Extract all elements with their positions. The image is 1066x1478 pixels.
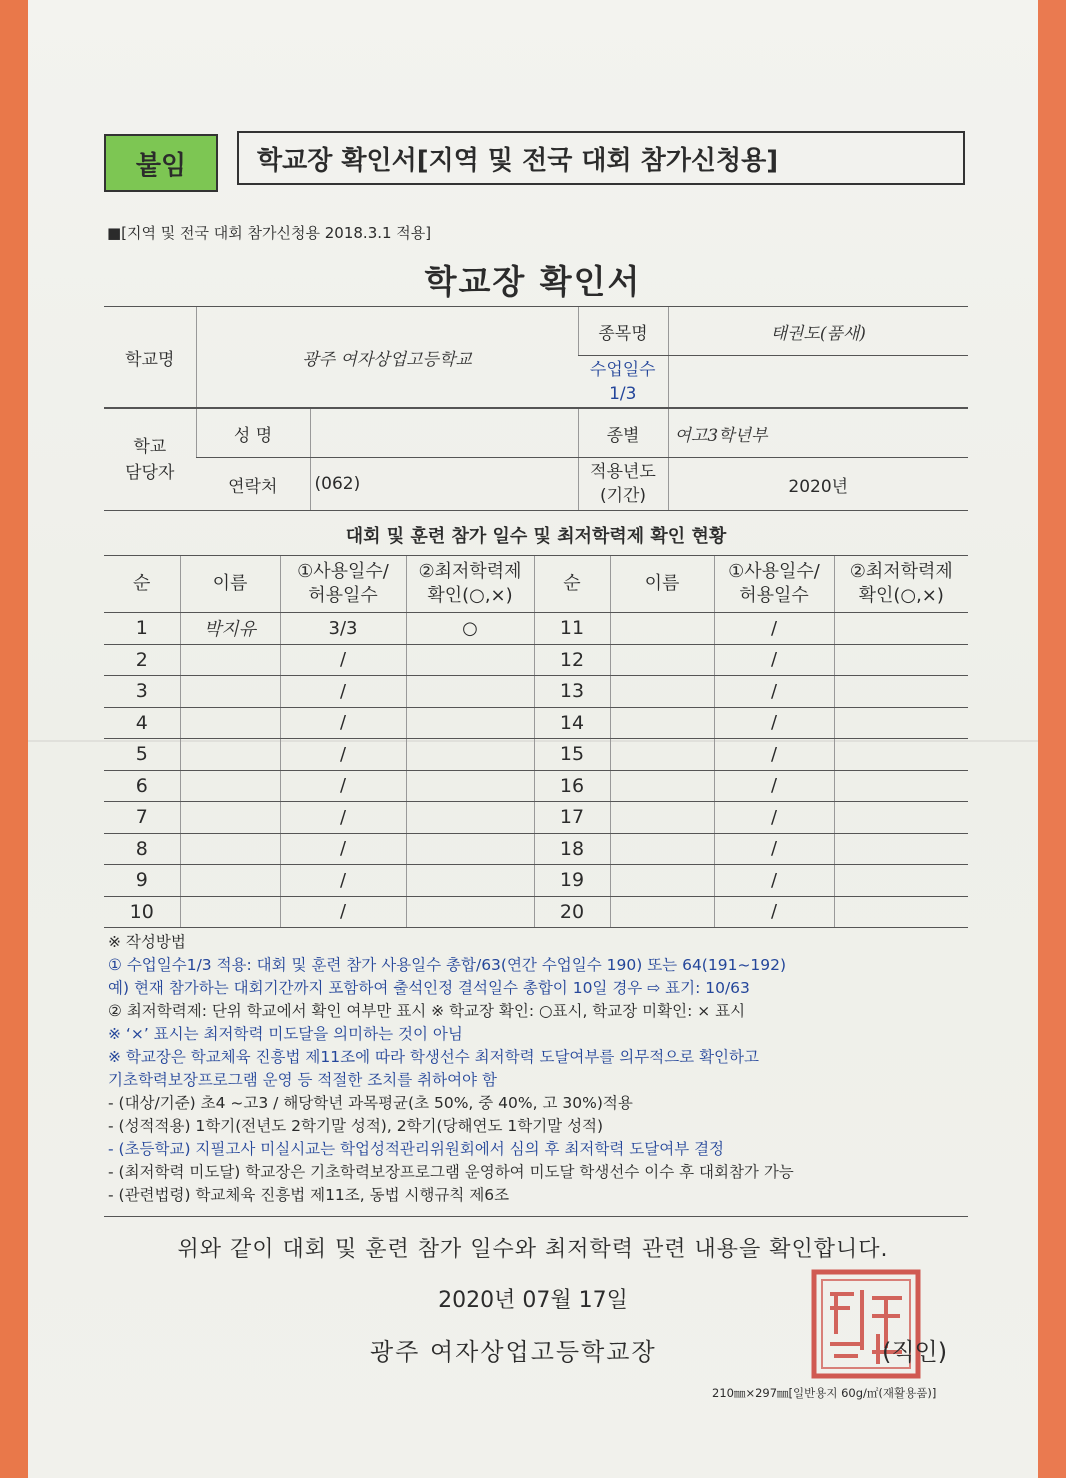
row-number: 7 [104, 802, 180, 834]
row-days: 3/3 [280, 613, 406, 645]
row-name [610, 770, 714, 802]
row-check [406, 707, 534, 739]
paper-spec: 210㎜×297㎜[일반용지 60g/㎡(재활용품)] [712, 1386, 937, 1400]
row-check [834, 865, 968, 897]
row-number: 14 [534, 707, 610, 739]
row-name [180, 896, 280, 928]
row-check [406, 865, 534, 897]
class-days-label [578, 356, 668, 408]
col-days-line2: 허용일수 [739, 585, 809, 606]
row-days: / [280, 896, 406, 928]
staff-info-table [104, 408, 968, 511]
col-days-line1: ①사용일수/ [297, 561, 389, 582]
row-check [834, 676, 968, 708]
row-number: 10 [104, 896, 180, 928]
row-name [180, 707, 280, 739]
writing-method-notes [108, 931, 978, 1207]
row-number: 11 [534, 613, 610, 645]
name-label: 성 명 [196, 409, 310, 458]
row-days: / [714, 739, 834, 771]
row-days: / [280, 644, 406, 676]
method-line: ※ ‘×’ 표시는 최저학력 미도달을 의미하는 것이 아님 [108, 1025, 463, 1043]
table-row [104, 613, 968, 645]
event-label: 종목명 [578, 307, 668, 356]
class-days-value [668, 356, 968, 408]
method-line: - (관련법령) 학교체육 진흥법 제11조, 동법 시행규칙 제6조 [108, 1186, 510, 1204]
col-no: 순 [104, 556, 180, 613]
row-check [406, 770, 534, 802]
category-label: 종별 [578, 409, 668, 458]
method-line: 예) 현재 참가하는 대회기간까지 포함하여 출석인정 결석일수 총합이 10일 경우 ⇨ 표기: 10/63 [108, 979, 750, 997]
method-line: ※ 학교장은 학교체육 진흥법 제11조에 따라 학생선수 최저학력 도달여부를 의무적으로 확인하고 [108, 1048, 759, 1066]
principal-title: 광주 여자상업고등학교장 [370, 1338, 657, 1366]
row-check [834, 644, 968, 676]
row-number: 19 [534, 865, 610, 897]
page-title: 학교장 확인서 [424, 262, 642, 301]
row-number: 13 [534, 676, 610, 708]
row-number: 1 [104, 613, 180, 645]
row-number: 6 [104, 770, 180, 802]
row-number: 5 [104, 739, 180, 771]
col-name: 이름 [610, 556, 714, 613]
row-number: 15 [534, 739, 610, 771]
row-name [180, 676, 280, 708]
row-number: 16 [534, 770, 610, 802]
row-name [180, 802, 280, 834]
row-number: 9 [104, 865, 180, 897]
row-check [834, 707, 968, 739]
row-check [834, 896, 968, 928]
method-line: - (대상/기준) 초4 ~고3 / 해당학년 과목평균(초 50%, 중 40%, 고 30%)적용 [108, 1094, 633, 1112]
year-label-line1: 적용년도 [590, 462, 656, 482]
row-number: 4 [104, 707, 180, 739]
table-row [104, 833, 968, 865]
contact-value: (062) [310, 458, 578, 511]
row-days: / [714, 676, 834, 708]
row-days: / [714, 833, 834, 865]
confirmation-statement: 위와 같이 대회 및 훈련 참가 일수와 최저학력 관련 내용을 확인합니다. [177, 1237, 889, 1262]
row-days: / [280, 770, 406, 802]
method-line: - (성적적용) 1학기(전년도 2학기말 성적), 2학기(당해연도 1학기말 성적) [108, 1117, 604, 1135]
method-line: - (초등학교) 지필고사 미실시교는 학업성적관리위원회에서 심의 후 최저학력 도달여부 결정 [108, 1140, 725, 1158]
school-name-label: 학교명 [104, 307, 196, 408]
year-value: 2020년 [668, 458, 968, 511]
col-min-line1: ②최저학력제 [418, 561, 522, 582]
col-days-line2: 허용일수 [308, 585, 378, 606]
attachment-tag: 붙임 [104, 134, 218, 192]
row-name [610, 676, 714, 708]
row-number: 8 [104, 833, 180, 865]
row-name [180, 644, 280, 676]
row-days: / [714, 896, 834, 928]
row-check [406, 739, 534, 771]
row-name [610, 802, 714, 834]
class-days-ratio: 1/3 [609, 383, 637, 404]
col-min [406, 556, 534, 613]
row-name: 박지유 [180, 613, 280, 645]
name-value [310, 409, 578, 458]
row-name [180, 833, 280, 865]
category-value: 여고3학년부 [668, 409, 968, 458]
col-min-line2: 확인(○,×) [427, 585, 513, 606]
row-check [406, 802, 534, 834]
row-check [834, 833, 968, 865]
col-min [834, 556, 968, 613]
row-name [610, 644, 714, 676]
row-days: / [714, 865, 834, 897]
staff-label [104, 409, 196, 511]
row-days: / [280, 833, 406, 865]
school-info-table [104, 306, 968, 408]
confirmation-date: 2020년 07월 17일 [438, 1288, 628, 1313]
row-days: / [280, 739, 406, 771]
staff-label-line1: 학교 [133, 436, 167, 457]
row-name [180, 770, 280, 802]
row-name [610, 739, 714, 771]
row-number: 20 [534, 896, 610, 928]
row-check [406, 676, 534, 708]
row-check [834, 613, 968, 645]
col-days-line1: ①사용일수/ [728, 561, 820, 582]
table-row [104, 676, 968, 708]
col-name: 이름 [180, 556, 280, 613]
col-no: 순 [534, 556, 610, 613]
row-name [180, 739, 280, 771]
row-days: / [714, 770, 834, 802]
method-line: 기초학력보장프로그램 운영 등 적절한 조치를 취하여야 함 [108, 1071, 497, 1089]
event-value: 태권도(품새) [668, 307, 968, 356]
row-name [610, 613, 714, 645]
row-check [834, 739, 968, 771]
row-number: 12 [534, 644, 610, 676]
row-check [406, 644, 534, 676]
applicable-note: ■[지역 및 전국 대회 참가신청용 2018.3.1 적용] [107, 224, 432, 242]
row-days: / [280, 865, 406, 897]
row-days: / [714, 707, 834, 739]
table-row [104, 896, 968, 928]
school-name-value: 광주 여자상업고등학교 [196, 307, 578, 408]
method-line: - (최저학력 미도달) 학교장은 기초학력보장프로그램 운영하여 미도달 학생선수 이수 후 대회참가 가능 [108, 1163, 794, 1181]
seal-label: (직인) [882, 1338, 948, 1366]
row-name [610, 833, 714, 865]
table-row [104, 770, 968, 802]
row-number: 3 [104, 676, 180, 708]
method-line: ② 최저학력제: 단위 학교에서 확인 여부만 표시 ※ 학교장 확인: ○표시, 학교장 미확인: × 표시 [108, 1002, 746, 1020]
row-name [610, 896, 714, 928]
row-name [610, 865, 714, 897]
method-heading: ※ 작성방법 [108, 933, 186, 951]
table-row [104, 707, 968, 739]
status-section-title: 대회 및 훈련 참가 일수 및 최저학력제 확인 현황 [345, 526, 727, 547]
participation-status-table [104, 555, 968, 928]
row-days: / [714, 613, 834, 645]
table-row [104, 739, 968, 771]
divider [104, 1216, 968, 1217]
row-days: / [280, 802, 406, 834]
row-name [180, 865, 280, 897]
status-header-row [104, 556, 968, 613]
row-check [406, 833, 534, 865]
col-days [714, 556, 834, 613]
method-line: ① 수업일수1/3 적용: 대회 및 훈련 참가 사용일수 총합/63(연간 수업일수 190) 또는 64(191~192) [108, 956, 787, 974]
row-days: / [280, 676, 406, 708]
year-label-line2: (기간) [599, 486, 647, 506]
row-check [834, 770, 968, 802]
col-days [280, 556, 406, 613]
row-check [834, 802, 968, 834]
row-days: / [280, 707, 406, 739]
row-check [406, 896, 534, 928]
row-number: 17 [534, 802, 610, 834]
table-row [104, 802, 968, 834]
row-days: / [714, 644, 834, 676]
col-min-line2: 확인(○,×) [858, 585, 944, 606]
table-row [104, 644, 968, 676]
row-days: / [714, 802, 834, 834]
document-heading-box: 학교장 확인서[지역 및 전국 대회 참가신청용] [237, 131, 965, 185]
contact-label: 연락처 [196, 458, 310, 511]
year-label [578, 458, 668, 511]
table-row [104, 865, 968, 897]
class-days-text: 수업일수 [589, 359, 656, 380]
staff-label-line2: 담당자 [125, 462, 175, 483]
row-check: ○ [406, 613, 534, 645]
row-name [610, 707, 714, 739]
row-number: 18 [534, 833, 610, 865]
row-number: 2 [104, 644, 180, 676]
col-min-line1: ②최저학력제 [849, 561, 953, 582]
